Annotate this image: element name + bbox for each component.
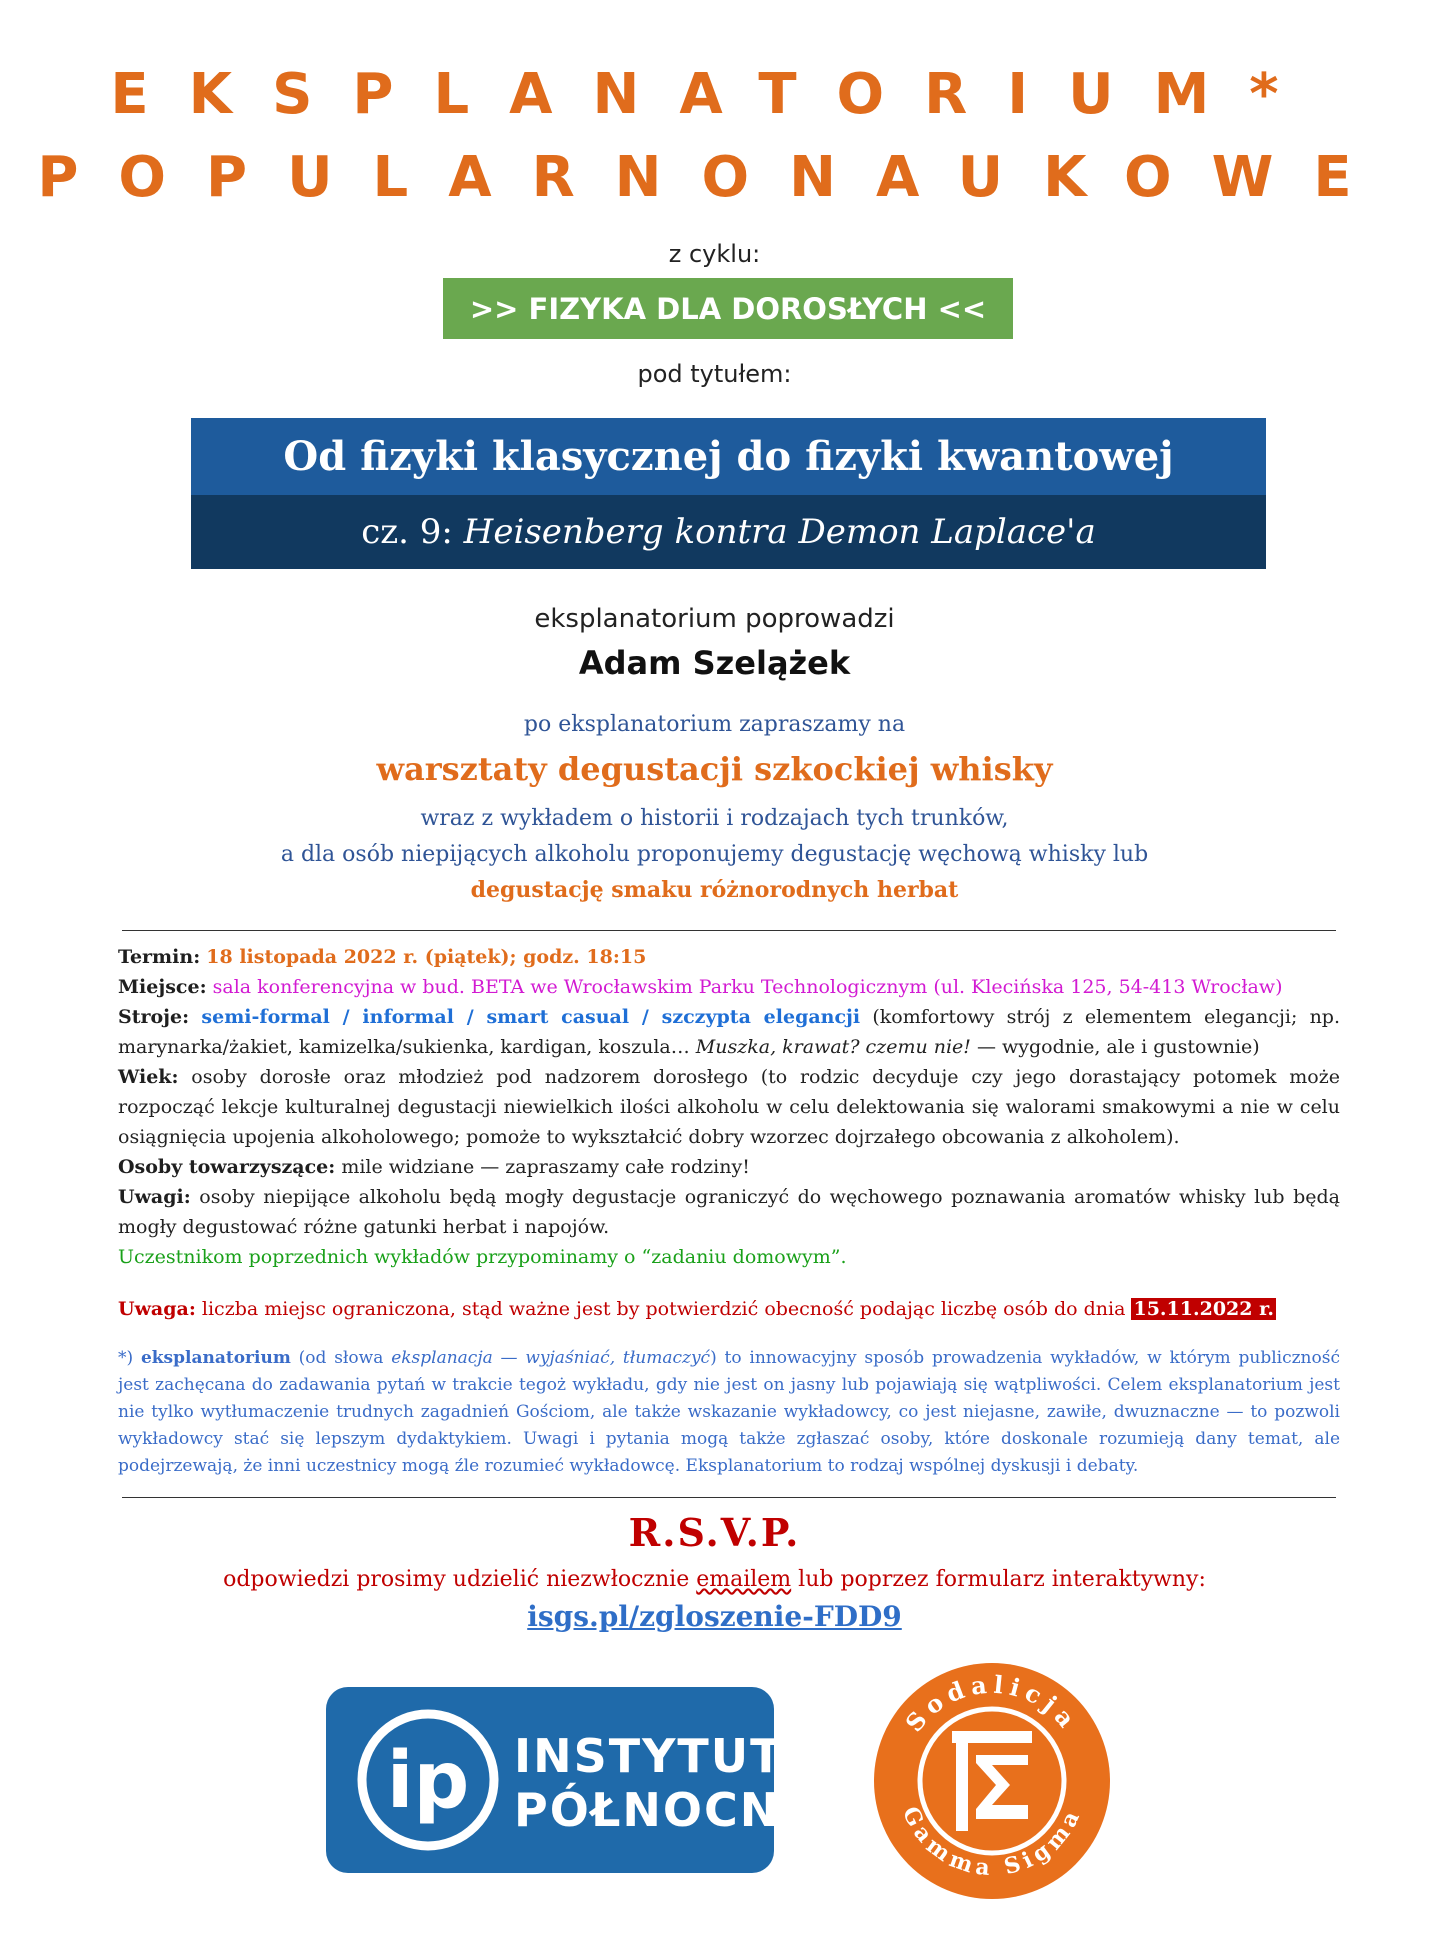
cycle-label: z cyklu: [668, 240, 761, 268]
rsvp-title: R.S.V.P. [628, 1510, 801, 1555]
sg-bottom-text: Gamma Sigma [896, 1802, 1087, 1882]
stroje-desc-1: (komfortowy strój z elementem elegancji; np. marynarka/żakiet, kamizelka/sukienka, kardigan, koszula… [118, 1006, 1341, 1058]
wiek-value: osoby dorosłe oraz młodzież pod nadzorem dorosłego (to rodzic decyduje czy jego dorastający potomek może rozpocząć lekcje kulturalnej degustacji niewielkich ilości alkoholu w celu delektowania się walorami smakowymi a nie w celu osiągnięcia upojenia alkoholowego; pomoże to wykształcić dobry wzorzec dojrzałego obcowania z alkoholem). [118, 1066, 1340, 1148]
footnote [118, 1345, 1340, 1480]
invite-line-3: a dla osób niepijących alkoholu proponujemy degustację węchową whisky lub [280, 842, 1149, 867]
uwagi-row [118, 1182, 1340, 1242]
rsvp-text [0, 1567, 1429, 1592]
termin-row [118, 942, 1340, 972]
lecture-part-banner [191, 495, 1266, 569]
event-details [118, 942, 1340, 1324]
lecture-title-banner: Od fizyki klasycznej do fizyki kwantowej [191, 418, 1266, 495]
rsvp-text-after: lub poprzez formularz interaktywny: [791, 1567, 1206, 1592]
uwaga-label: Uwaga: [118, 1298, 196, 1320]
invite-line-2: wraz z wykładem o historii i rodzajach tych trunków, [420, 806, 1009, 831]
divider-top [122, 930, 1336, 931]
invite-line-4: degustację smaku różnorodnych herbat [470, 877, 959, 903]
uwagi-value: osoby niepijące alkoholu będą mogły degustacje ograniczyć do węchowego poznawania aromatów whisky lub będą mogły degustować różne gatunki herbat i napojów. [118, 1186, 1340, 1238]
cycle-name-badge: >> FIZYKA DLA DOROSŁYCH << [443, 278, 1013, 339]
workshop-title: warsztaty degustacji szkockiej whisky [376, 750, 1053, 788]
homework-note: Uczestnikom poprzednich wykładów przypominamy o “zadaniu domowym”. [118, 1246, 847, 1268]
sg-top-text: Sodalicja [899, 1669, 1085, 1738]
page-title-line-2: POPULARNONAUKOWE [37, 145, 1392, 210]
page-title-line-1: EKSPLANATORIUM* [110, 62, 1319, 127]
presenter-name: Adam Szelążek [578, 644, 851, 682]
uwaga-value: liczba miejsc ograniczona, stąd ważne jest by potwierdzić obecność podając liczbę osób do dnia [195, 1298, 1132, 1320]
footnote-star: *) [118, 1348, 141, 1368]
part-prefix: cz. 9: [361, 512, 464, 552]
ip-line-2: PÓŁNOCNY [514, 1783, 816, 1837]
footnote-rest: ) to innowacyjny sposób prowadzenia wykładów, w którym publiczność jest zachęcana do zadawania pytań w trakcie tegoż wykładu, gdy nie jest on jasny lub pojawiają się wątpliwości. Celem eksplanatorium jest nie tylko wytłumaczenie trudnych zagadnień Gościom, ale także wskazanie wykładowcy, co jest niejasne, zawiłe, dwuznaczne — to pozwoli wykładowcy stać się lepszym dydaktykiem. Uwagi i pytania mogą także zgłaszać osoby, które doskonale rozumieją dany temat, ale podejrzewają, że inni uczestnicy mogą źle rozumieć wykładowcę. Eksplanatorium to rodzaj wspólnej dyskusji i debaty. [118, 1348, 1340, 1476]
uwagi-label: Uwagi: [118, 1186, 191, 1208]
sodalicja-gamma-sigma-logo [872, 1661, 1112, 1901]
stroje-italic: Muszka, krawat? czemu nie! [695, 1036, 971, 1058]
osoby-label: Osoby towarzyszące: [118, 1156, 336, 1178]
invite-line-1: po eksplanatorium zapraszamy na [523, 712, 906, 737]
subtitle-label: pod tytułem: [637, 360, 792, 388]
stroje-label: Stroje: [118, 1006, 190, 1028]
miejsce-row [118, 972, 1340, 1002]
termin-label: Termin: [118, 946, 201, 968]
wiek-row [118, 1062, 1340, 1152]
footnote-paren-open: (od słowa [290, 1348, 392, 1368]
uwaga-row [118, 1294, 1340, 1324]
rsvp-text-before: odpowiedzi prosimy udzielić niezwłocznie [223, 1567, 697, 1592]
osoby-value: mile widziane — zapraszamy całe rodziny! [335, 1156, 750, 1178]
instytut-polnocny-logo [326, 1687, 816, 1873]
part-title: Heisenberg kontra Demon Laplace'a [463, 512, 1096, 552]
ip-mark: ip [386, 1736, 470, 1826]
miejsce-value: sala konferencyjna w bud. BETA we Wrocławskim Parku Technologicznym (ul. Klecińska 125, 54-413 Wrocław) [212, 976, 1283, 998]
presenter-label: eksplanatorium poprowadzi [534, 604, 895, 634]
divider-bottom [122, 1497, 1336, 1498]
footnote-paren-italic: eksplanacja — wyjaśniać, tłumaczyć [391, 1348, 711, 1368]
rsvp-form-link[interactable]: isgs.pl/zgloszenie-FDD9 [527, 1600, 902, 1633]
rsvp-email-word: emailem [696, 1567, 792, 1592]
deadline-date-badge: 15.11.2022 r. [1133, 1298, 1274, 1320]
ip-line-1: INSTYTUT [514, 1729, 784, 1783]
osoby-row [118, 1152, 1340, 1182]
footnote-term: eksplanatorium [140, 1348, 291, 1368]
miejsce-label: Miejsce: [118, 976, 207, 998]
termin-value: 18 listopada 2022 r. (piątek); godz. 18:15 [206, 946, 647, 968]
stroje-row [118, 1002, 1340, 1062]
stroje-desc-2: — wygodnie, ale i gustownie) [970, 1036, 1260, 1058]
stroje-styles: semi-formal / informal / smart casual / szczypta elegancji [201, 1006, 861, 1028]
wiek-label: Wiek: [118, 1066, 179, 1088]
